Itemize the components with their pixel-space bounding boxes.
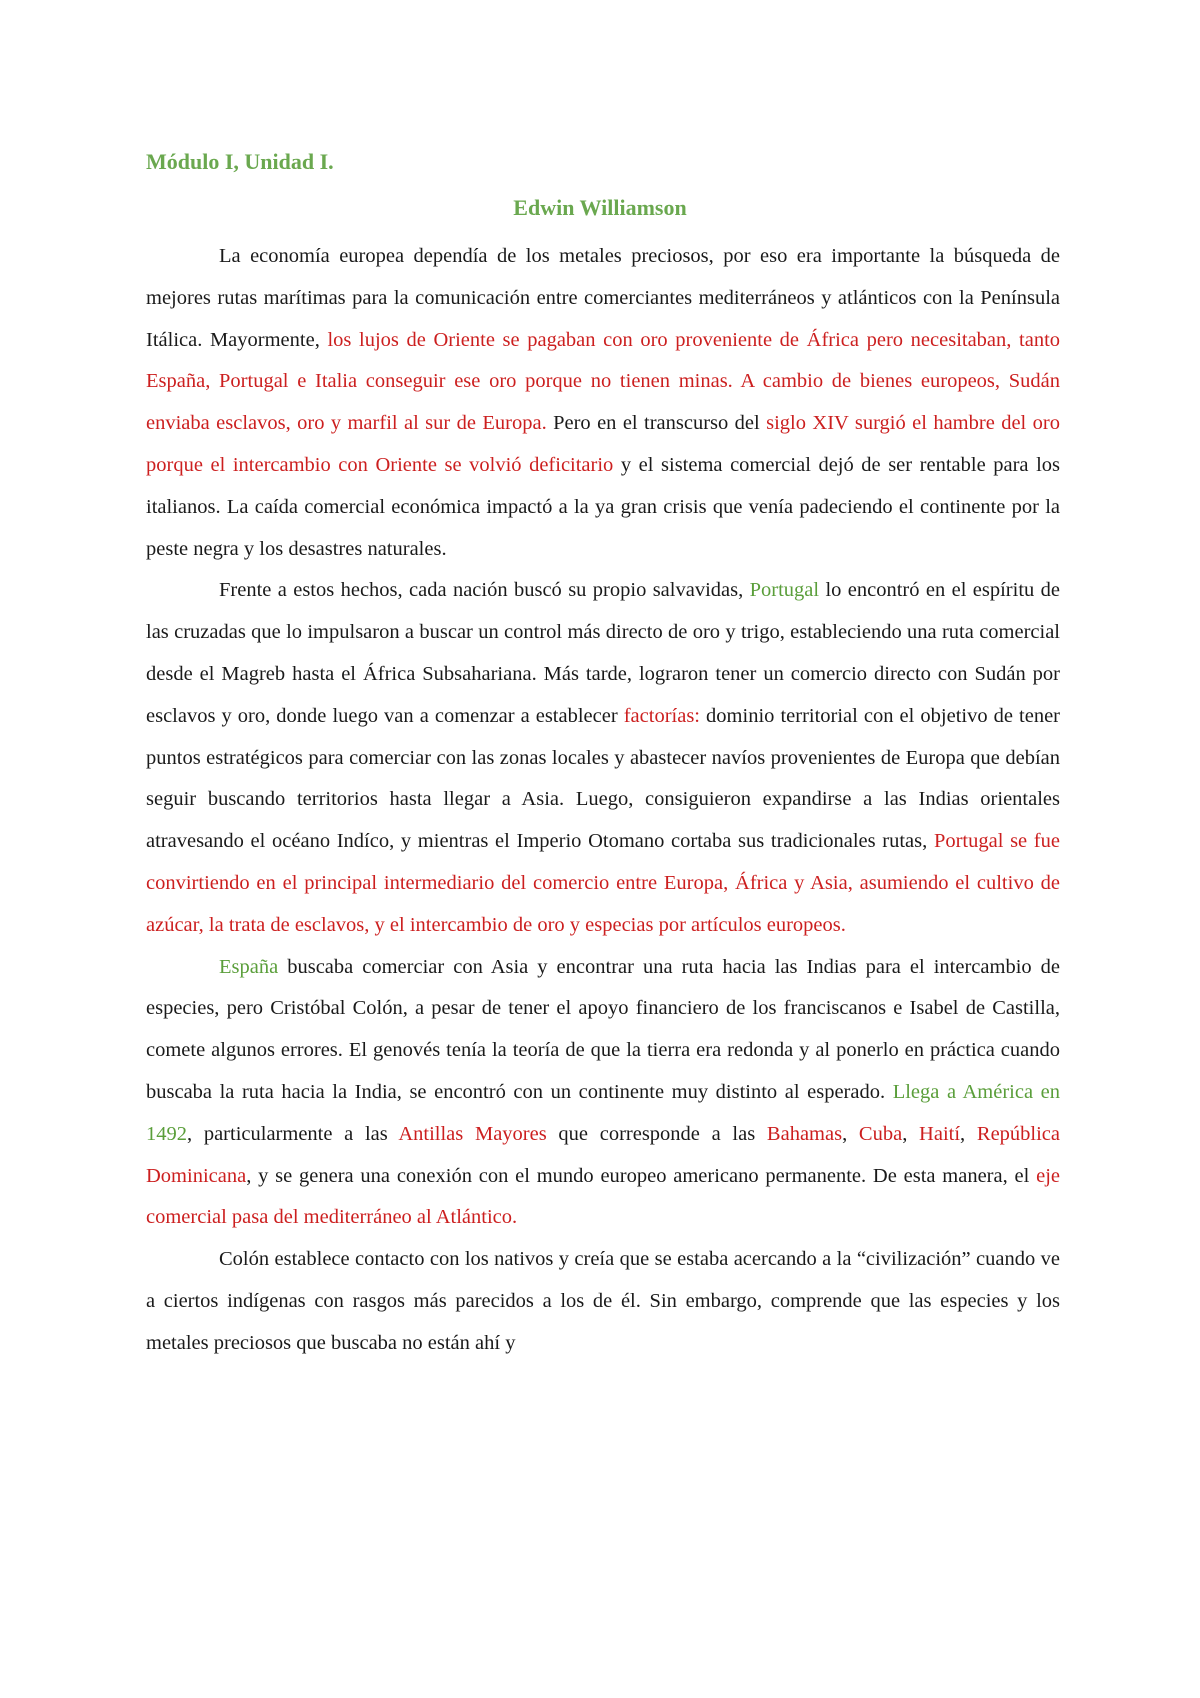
highlighted-text-red: República Dominicana [146,1122,1061,1187]
paragraph-4 [146,1239,1060,1364]
module-heading: Módulo I, Unidad I. [146,149,334,174]
text-run: , [842,1122,859,1145]
highlighted-text-red: Bahamas [766,1122,843,1145]
text-run: , [902,1122,920,1145]
highlighted-text-red: Portugal se fue convirtiendo en el principal intermediario del comercio entre Europa, África y Asia, asumiendo el cultivo de azúcar, la trata de esclavos, y el intercambio de oro y especias por artículos europeos. [146,830,1060,936]
text-run: dominio territorial con el objetivo de tener puntos estratégicos para comerciar con las zonas locales y abastecer navíos provenientes de Europa que debían seguir buscando territorios hasta llegar a Asia. Luego, consiguieron expandirse a las Indias orientales atravesando el océano Indíco, y mientras el Imperio Otomano cortaba sus tradicionales rutas, [146,704,1061,853]
highlighted-text-green: Portugal [749,579,820,602]
text-run: La economía europea dependía de los metales preciosos, por eso era importante la búsqueda de mejores rutas marítimas para la comunicación entre comerciantes mediterráneos y atlánticos con la Península Itálica. Mayormente, [146,245,1060,351]
text-run: , [960,1122,977,1145]
highlighted-text-red: eje comercial pasa del mediterráneo al Atlántico. [146,1164,1060,1229]
text-run: que corresponde a las [546,1122,767,1145]
text-run: Colón establece contacto con los nativos y creía que se estaba acercando a la “civilización” cuando ve a ciertos indígenas con rasgos más parecidos a los de él. Sin embargo, comprende que las especies y los metales preciosos que buscaba no están ahí y [146,1248,1060,1354]
highlighted-text-green: España [219,955,279,978]
text-run: y el sistema comercial dejó de ser rentable para los italianos. La caída comercial económica impactó a la ya gran crisis que venía padeciendo el continente por la peste negra y los desastres naturales. [146,453,1060,560]
text-run: lo encontró en el espíritu de las cruzadas que lo impulsaron a buscar un control más directo de oro y trigo, estableciendo una ruta comercial desde el Magreb hasta el África Subsahariana. Más tarde, lograron tener un comercio directo con Sudán por esclavos y oro, donde luego van a comenzar a establecer [146,579,1060,727]
paragraph-1 [146,236,1060,570]
text-run: buscaba comerciar con Asia y encontrar una ruta hacia las Indias para el intercambio de especies, pero Cristóbal Colón, a pesar de tener el apoyo financiero de los franciscanos e Isabel de Castilla, comete algunos errores. El genovés tenía la teoría de que la tierra era redonda y al ponerlo en práctica cuando buscaba la ruta hacia la India, se encontró con un continente muy distinto al esperado. [146,955,1060,1103]
highlighted-text-green: Llega a América en 1492 [146,1080,1060,1145]
document-body [146,236,1060,1365]
paragraph-2 [146,570,1060,946]
text-run: , particularmente a las [187,1122,399,1145]
highlighted-text-red: factorías: [623,704,700,727]
highlighted-text-red: los lujos de Oriente se pagaban con oro proveniente de África pero necesitaban, tanto España, Portugal e Italia conseguir ese oro porque no tienen minas. A cambio de bienes europeos, Sudán enviaba esclavos, oro y marfil al sur de Europa. [146,328,1061,435]
highlighted-text-red: Cuba [858,1122,903,1145]
highlighted-text-red: siglo XIV surgió el hambre del oro porque el intercambio con Oriente se volvió deficitario [146,412,1060,476]
author-heading: Edwin Williamson [513,195,687,220]
text-run: Frente a estos hechos, cada nación buscó su propio salvavidas, [219,579,750,602]
paragraph-3 [146,947,1060,1240]
text-run: Pero en el transcurso del [546,412,767,435]
text-run: , y se genera una conexión con el mundo europeo americano permanente. De esta manera, el [246,1164,1037,1187]
highlighted-text-red: Haití [919,1122,961,1145]
highlighted-text-red: Antillas Mayores [398,1122,547,1145]
